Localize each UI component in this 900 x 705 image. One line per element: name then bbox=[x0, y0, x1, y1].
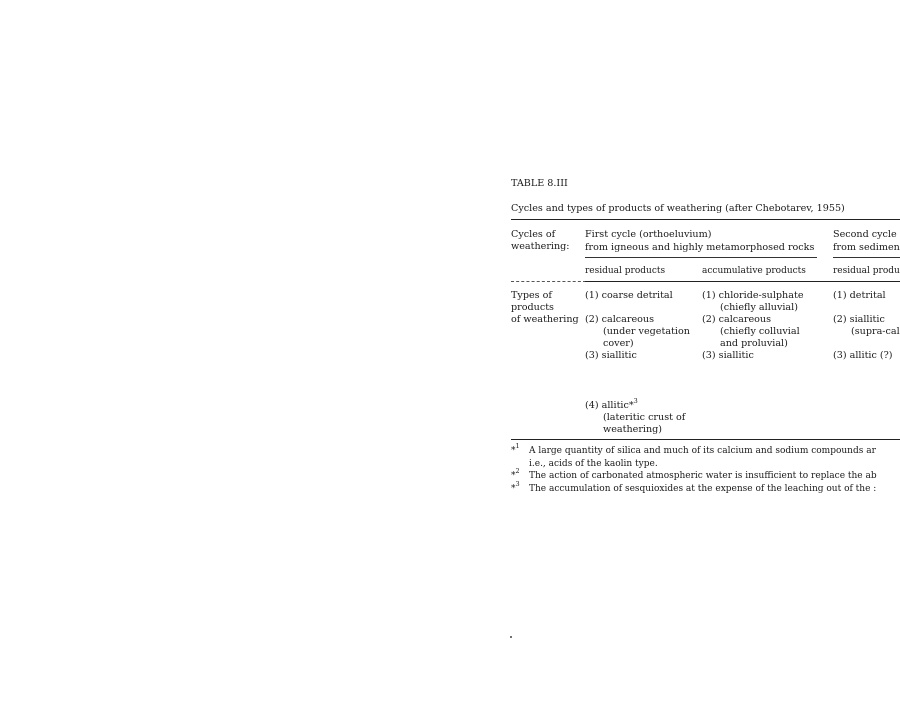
footnote-3 bbox=[511, 480, 877, 495]
first-residual-item: (under vegetation bbox=[603, 326, 690, 337]
first-residual-header: residual products bbox=[585, 266, 666, 276]
top-rule bbox=[511, 219, 900, 220]
first-accumulative-item: (3) siallitic bbox=[702, 350, 754, 361]
footnote-2 bbox=[511, 467, 877, 482]
bottom-rule bbox=[511, 439, 900, 440]
footnote-3-mark bbox=[511, 480, 529, 495]
second-residual-item: (supra-cal bbox=[851, 326, 900, 337]
types-header-line-2: products bbox=[511, 302, 554, 313]
second-cycle-subtitle: from sedimen bbox=[833, 242, 900, 253]
first-residual-item bbox=[585, 396, 638, 412]
second-cycle-title: Second cycle bbox=[833, 229, 897, 240]
first-residual-item: (1) coarse detrital bbox=[585, 290, 673, 301]
first-accumulative-item: (2) calcareous bbox=[702, 314, 772, 325]
types-header-line-3: of weathering bbox=[511, 314, 579, 325]
first-residual-item: weathering) bbox=[603, 424, 663, 435]
second-cycle-subrule bbox=[833, 257, 900, 258]
footnote-1-star: * bbox=[511, 446, 516, 456]
footnote-1-number: 1 bbox=[515, 442, 520, 450]
footnote-1-mark bbox=[511, 442, 529, 457]
first-residual-item: (2) calcareous bbox=[585, 314, 655, 325]
footnote-3-star: * bbox=[511, 484, 516, 494]
first-cycle-subtitle: from igneous and highly metamorphosed rocks bbox=[585, 242, 815, 253]
footnote-2-number: 2 bbox=[515, 467, 520, 475]
types-header-line-1: Types of bbox=[511, 290, 552, 301]
first-residual-item: (3) siallitic bbox=[585, 350, 637, 361]
footnote-2-star: * bbox=[511, 471, 516, 481]
header-rule-left bbox=[511, 281, 586, 282]
second-residual-header: residual produ bbox=[833, 266, 900, 276]
scan-speck bbox=[510, 636, 512, 638]
footnote-1-text: A large quantity of silica and much of its calcium and sodium compounds ar bbox=[529, 446, 876, 456]
first-accumulative-item: and proluvial) bbox=[720, 338, 788, 349]
first-accumulative-item: (1) chloride-sulphate bbox=[702, 290, 804, 301]
footnote-2-mark bbox=[511, 467, 529, 482]
footnote-3-number: 3 bbox=[515, 480, 520, 488]
second-residual-item: (1) detrital bbox=[833, 290, 886, 301]
footnote-3-text: The accumulation of sesquioxides at the expense of the leaching out of the : bbox=[529, 484, 877, 494]
table-label: TABLE 8.III bbox=[511, 178, 568, 189]
first-residual-allitic: (4) allitic* bbox=[585, 400, 634, 411]
footnote-1-continued: i.e., acids of the kaolin type. bbox=[529, 459, 658, 469]
first-residual-item: (lateritic crust of bbox=[603, 412, 686, 423]
first-residual-item: cover) bbox=[603, 338, 634, 349]
first-accumulative-item: (chiefly colluvial bbox=[720, 326, 800, 337]
footnote-1 bbox=[511, 442, 876, 457]
row-header-line-2: weathering: bbox=[511, 241, 570, 252]
footnote-2-text: The action of carbonated atmospheric water is insufficient to replace the ab bbox=[529, 471, 877, 481]
second-residual-item: (3) allitic (?) bbox=[833, 350, 893, 361]
table-caption: Cycles and types of products of weathering (after Chebotarev, 1955) bbox=[511, 203, 845, 214]
row-header-line-1: Cycles of bbox=[511, 229, 556, 240]
header-rule bbox=[585, 281, 900, 282]
first-accumulative-item: (chiefly alluvial) bbox=[720, 302, 798, 313]
footnote-ref-3: 3 bbox=[633, 396, 638, 405]
second-residual-item: (2) siallitic bbox=[833, 314, 885, 325]
first-cycle-title: First cycle (orthoeluvium) bbox=[585, 229, 712, 240]
first-accumulative-header: accumulative products bbox=[702, 266, 806, 276]
first-cycle-subrule bbox=[585, 257, 817, 258]
